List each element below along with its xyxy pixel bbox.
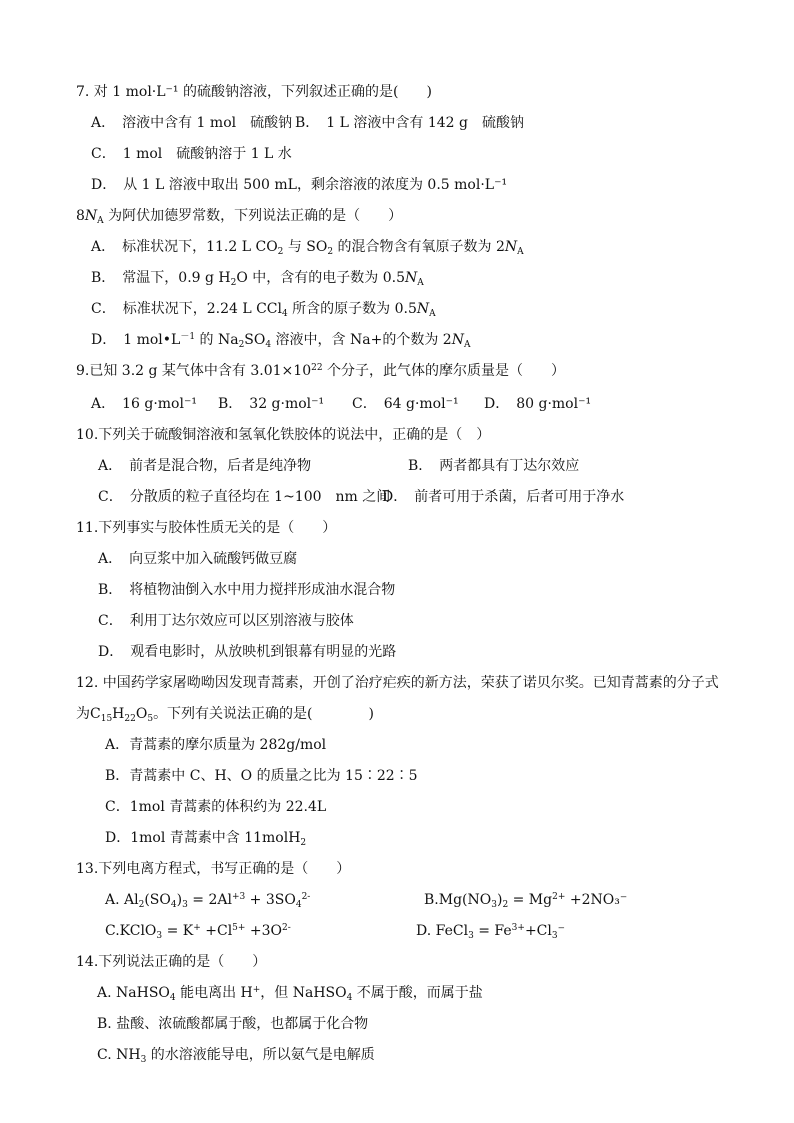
question-9-option-d: D． 80 g·mol⁻¹ (484, 396, 592, 412)
question-14-stem: 14.下列说法正确的是（ ） (76, 954, 267, 970)
question-10-option-a: A． 前者是混合物，后者是纯净物 (98, 458, 312, 474)
question-8-option-d: D． 1 $mol•L^{-1}$ 的 $Na_2SO_4$ 溶液中，含 Na+的个数为 $2N_A$ (91, 332, 471, 350)
question-9-option-b: B． 32 g·mol⁻¹ (218, 396, 325, 412)
question-10-option-d: D． 前者可用于杀菌，后者可用于净水 (382, 489, 625, 505)
question-10-stem: 10.下列关于硫酸铜溶液和氢氧化铁胶体的说法中，正确的是（ ） (76, 427, 491, 443)
question-11-option-d: D． 观看电影时，从放映机到银幕有明显的光路 (98, 644, 397, 660)
question-13-option-d: D. FeCl$_3$ = $Fe^{3+}+Cl_3^-$ (416, 923, 565, 941)
question-7-stem: 7. 对 1 mol·L⁻¹ 的硫酸钠溶液，下列叙述正确的是( ) (76, 84, 432, 100)
question-11-option-a: A． 向豆浆中加入硫酸钙做豆腐 (98, 551, 298, 567)
question-13-option-a: A. $Al_2(SO_4)_3 = 2Al^{+3} + 3SO_4^{2-}$ (105, 892, 311, 910)
question-12-option-a: A．青蒿素的摩尔质量为 282g/mol (105, 737, 327, 753)
question-7-option-a: A． 溶液中含有 1 mol 硫酸钠 (91, 115, 293, 131)
question-14-option-c: C. $NH_3$ 的水溶液能导电，所以氨气是电解质 (97, 1047, 375, 1065)
question-11-option-b: B． 将植物油倒入水中用力搅拌形成油水混合物 (98, 582, 396, 598)
question-12-stem-line2: 为$C_{15}H_{22}O_5$。下列有关说法正确的是( ) (76, 706, 374, 724)
question-9-option-c: C． 64 g·mol⁻¹ (352, 396, 459, 412)
question-9-stem: 9.已知 3.2 g 某气体中含有 $3.01\times 10^{22}$ 个分子，此气体的摩尔质量是（ ） (76, 363, 566, 379)
question-12-option-b: B．青蒿素中 C、H、O 的质量之比为 15∶22∶5 (105, 768, 418, 784)
question-12-option-d: D．1mol 青蒿素中含 11molH$_2$ (105, 830, 307, 848)
question-14-option-a: A. NaHSO$_4$ 能电离出 H+，但 NaHSO$_4$ 不属于酸，而属于盐 (97, 985, 483, 1003)
question-12-option-c: C．1mol 青蒿素的体积约为 22.4L (105, 799, 327, 815)
question-9-option-a: A． 16 g·mol⁻¹ (91, 396, 197, 412)
question-8-option-b: B． 常温下，0.9 g $H_2O$ 中，含有的电子数为 $0.5N_A$ (91, 270, 424, 288)
question-10-option-c: C． 分散质的粒子直径均在 1~100 nm 之间 (98, 489, 391, 505)
question-11-option-c: C． 利用丁达尔效应可以区别溶液与胶体 (98, 613, 354, 629)
question-7-option-c: C． 1 mol 硫酸钠溶于 1 L 水 (91, 146, 292, 162)
question-13-stem: 13.下列电离方程式，书写正确的是（ ） (76, 861, 351, 877)
question-7-option-b: B． 1 L 溶液中含有 142 g 硫酸钠 (295, 115, 524, 131)
question-14-option-b: B. 盐酸、浓硫酸都属于酸，也都属于化合物 (97, 1016, 369, 1032)
question-8-option-c: C． 标准状况下，2.24 L CCl$_4$ 所含的原子数为 $0.5N_A$ (91, 301, 436, 319)
question-13-option-b: $B.Mg(NO_3)_2 = Mg^{2+} +2NO_3^-$ (424, 892, 628, 910)
question-8-stem: $8N_A$ 为阿伏加德罗常数，下列说法正确的是（ ） (76, 208, 403, 226)
question-11-stem: 11.下列事实与胶体性质无关的是（ ） (76, 520, 337, 536)
question-10-option-b: B． 两者都具有丁达尔效应 (408, 458, 580, 474)
question-13-option-c: C.KClO$_3$ = $K^+ +Cl^{5+} +3O^{2-}$ (105, 923, 291, 941)
question-7-option-d: D． 从 1 L 溶液中取出 500 mL，剩余溶液的浓度为 0.5 mol·L⁻¹ (91, 177, 508, 193)
question-8-option-a: A． 标准状况下，11.2 L $CO_2$ 与 $SO_2$ 的混合物含有氧原子数为 $2N_A$ (91, 239, 524, 257)
question-12-stem: 12. 中国药学家屠呦呦因发现青蒿素，开创了治疗疟疾的新方法，荣获了诺贝尔奖。已知青蒿素的分子式 (76, 675, 719, 691)
